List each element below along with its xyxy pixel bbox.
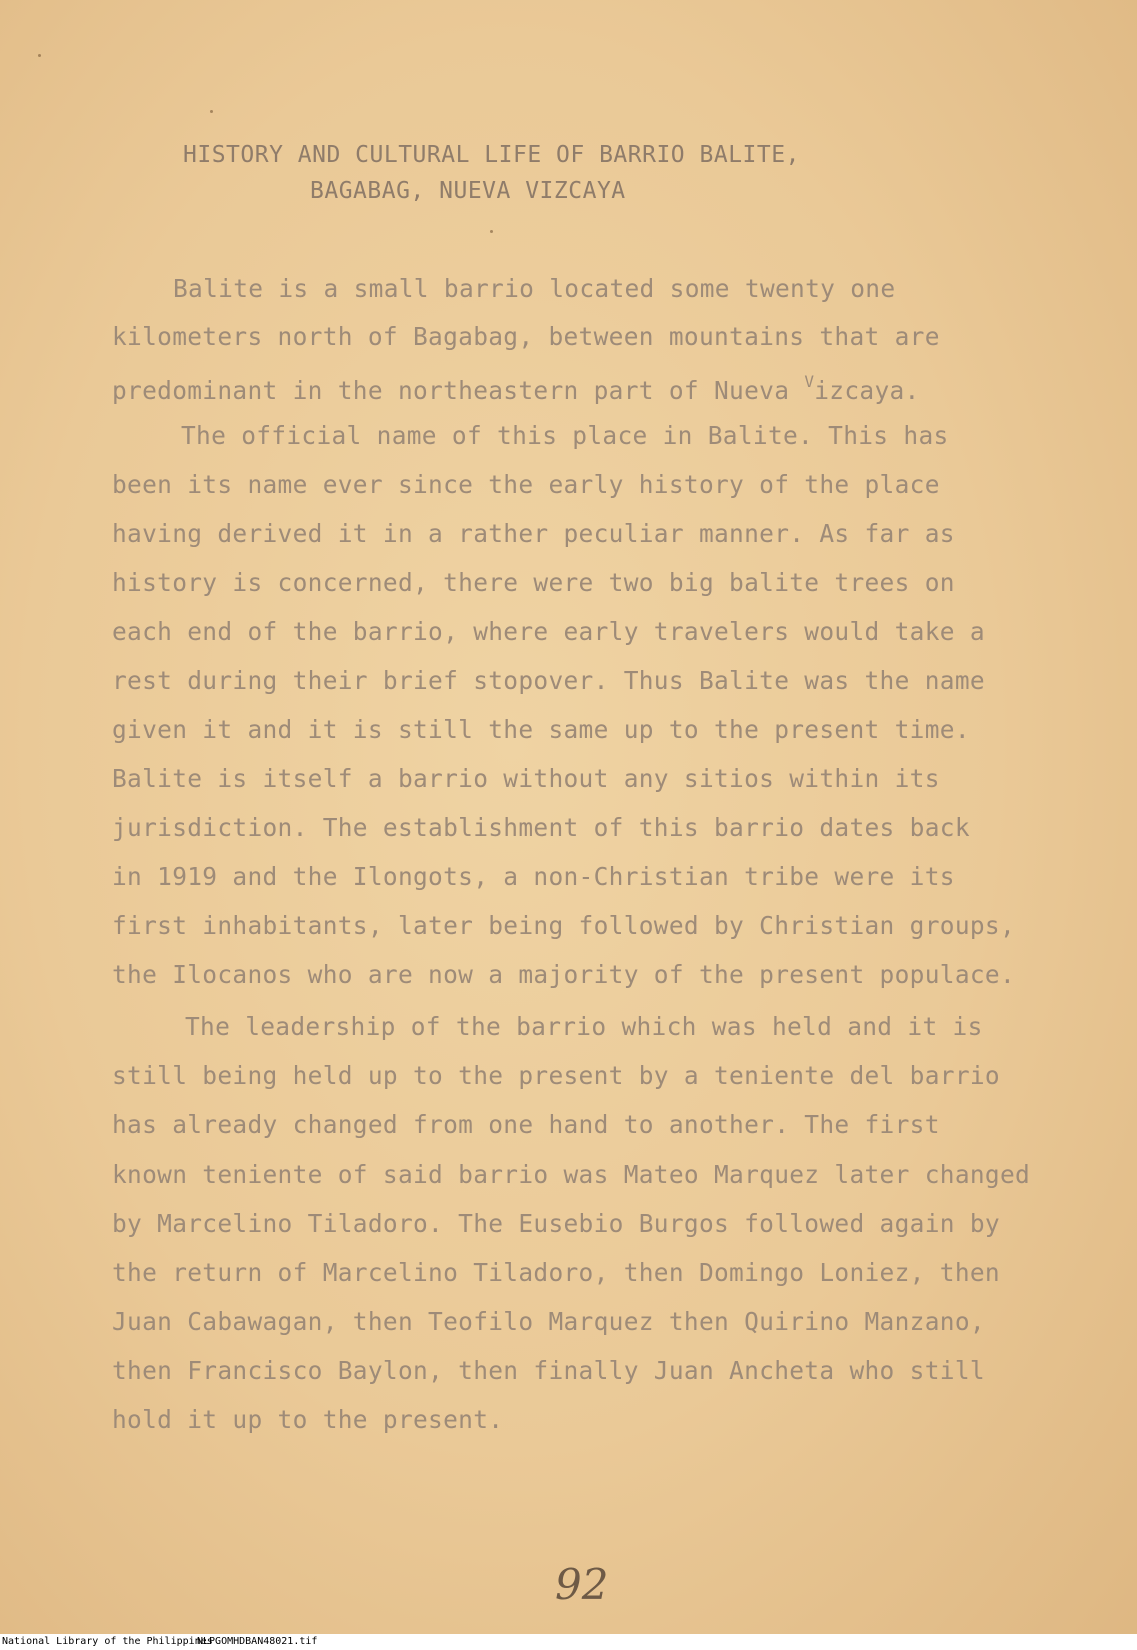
body-line: been its name ever since the early history of the place (112, 470, 940, 499)
speck (490, 230, 493, 233)
body-line: jurisdiction. The establishment of this barrio dates back (112, 813, 970, 842)
body-line: Juan Cabawagan, then Teofilo Marquez then Quirino Manzano, (112, 1307, 985, 1336)
superscript-v: V (804, 372, 815, 391)
body-line: hold it up to the present. (112, 1405, 504, 1434)
body-line: The leadership of the barrio which was held and it is (185, 1012, 983, 1041)
body-line: still being held up to the present by a teniente del barrio (112, 1061, 1000, 1090)
body-line: kilometers north of Bagabag, between mountains that are (112, 322, 940, 351)
body-line: rest during their brief stopover. Thus Balite was the name (112, 666, 985, 695)
body-line: known teniente of said barrio was Mateo Marquez later changed (112, 1160, 1031, 1189)
body-line: the return of Marcelino Tiladoro, then Domingo Loniez, then (112, 1258, 1000, 1287)
body-line: The official name of this place in Balite. This has (181, 421, 949, 450)
handwritten-page-number: 92 (555, 1560, 609, 1609)
body-line: Balite is a small barrio located some twenty one (173, 274, 896, 303)
title-line-1: HISTORY AND CULTURAL LIFE OF BARRIO BALITE, (183, 142, 800, 168)
body-line-tail: izcaya. (814, 376, 920, 405)
body-line: by Marcelino Tiladoro. The Eusebio Burgos followed again by (112, 1209, 1000, 1238)
body-line: having derived it in a rather peculiar manner. As far as (112, 519, 955, 548)
body-line: first inhabitants, later being followed by Christian groups, (112, 911, 1016, 940)
speck (38, 54, 41, 57)
footer-filename: NLPGOMHDBAN48021.tif (197, 1636, 318, 1647)
body-line-text: predominant in the northeastern part of Nueva (112, 376, 805, 405)
body-line: history is concerned, there were two big balite trees on (112, 568, 955, 597)
footer-bar (0, 1634, 1137, 1650)
body-line: the Ilocanos who are now a majority of the present populace. (112, 960, 1016, 989)
body-line: in 1919 and the Ilongots, a non-Christian tribe were its (112, 862, 955, 891)
body-line: then Francisco Baylon, then finally Juan Ancheta who still (112, 1356, 985, 1385)
body-line: has already changed from one hand to another. The first (112, 1110, 940, 1139)
footer-library: National Library of the Philippines (2, 1636, 213, 1647)
body-line: given it and it is still the same up to the present time. (112, 715, 970, 744)
body-line: each end of the barrio, where early travelers would take a (112, 617, 985, 646)
speck (210, 110, 213, 113)
title-line-2: BAGABAG, NUEVA VIZCAYA (310, 178, 626, 204)
body-line (112, 372, 920, 405)
body-line: Balite is itself a barrio without any sitios within its (112, 764, 940, 793)
